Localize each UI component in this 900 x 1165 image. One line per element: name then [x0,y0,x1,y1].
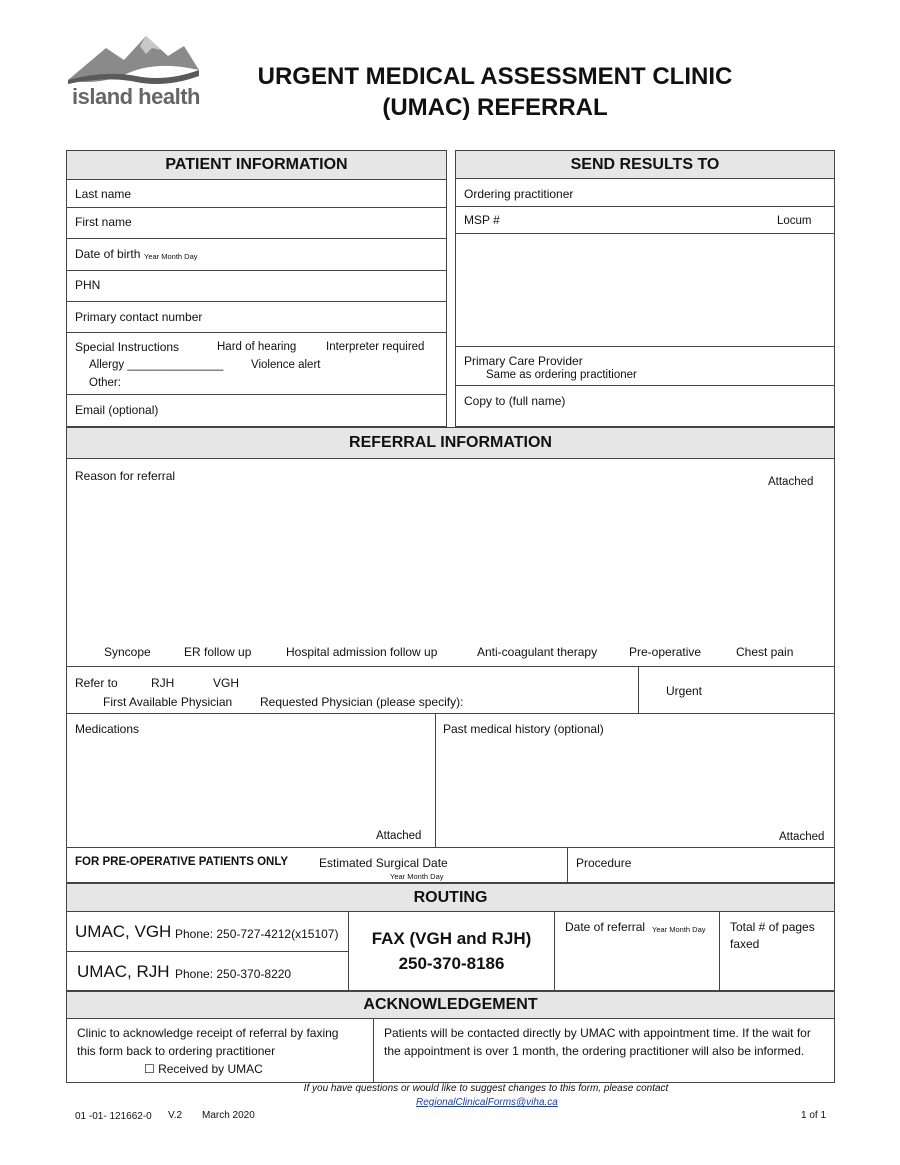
referral-information-heading: REFERRAL INFORMATION [67,428,834,458]
umac-vgh-phone: Phone: 250-727-4212(x15107) [175,927,339,941]
form-number: 01 -01- 121662-0 [75,1111,152,1122]
ack-left-line2: this form back to ordering practitioner [77,1044,276,1058]
page-title-line2: (UMAC) REFERRAL [382,94,608,121]
option-pre-operative-checkbox[interactable]: Pre-operative [629,645,702,659]
primary-contact-field[interactable]: Primary contact number [75,310,203,324]
total-pages-label-1: Total # of pages [730,920,815,934]
send-results-heading: SEND RESULTS TO [456,151,834,178]
email-field[interactable]: Email (optional) [75,403,159,417]
option-syncope-checkbox[interactable]: Syncope [104,645,151,659]
form-version: V.2 [168,1110,183,1121]
date-of-referral-field[interactable]: Date of referral [565,920,646,934]
reason-for-referral-field[interactable]: Reason for referral [75,469,176,483]
reason-attached-checkbox[interactable]: Attached [768,476,814,488]
history-attached-checkbox[interactable]: Attached [779,831,825,843]
past-history-field[interactable]: Past medical history (optional) [443,722,604,736]
hard-of-hearing-checkbox[interactable]: Hard of hearing [217,341,297,353]
special-instructions-label: Special Instructions [75,340,180,354]
date-of-referral-hint: Year Month Day [652,925,706,934]
ack-right-line2: the appointment is over 1 month, the ordering practitioner will also be informed. [384,1044,805,1058]
page-title-line1: URGENT MEDICAL ASSESSMENT CLINIC [257,63,733,90]
last-name-field[interactable]: Last name [75,187,132,201]
island-health-logo [66,30,201,112]
vgh-checkbox[interactable]: VGH [213,676,240,690]
refer-to-label: Refer to [75,676,118,690]
option-chest-pain-checkbox[interactable]: Chest pain [736,645,794,659]
mountain-logo-icon [66,30,201,90]
requested-physician-field[interactable]: Requested Physician (please specify): [260,695,464,709]
msp-field[interactable]: MSP # [464,213,500,227]
fax-label: FAX (VGH and RJH) [371,929,532,948]
first-name-field[interactable]: First name [75,215,132,229]
urgent-checkbox[interactable]: Urgent [666,684,703,698]
ack-left-line1: Clinic to acknowledge receipt of referral by faxing [77,1026,339,1040]
copy-to-field[interactable]: Copy to (full name) [464,394,566,408]
date-of-birth-hint: Year Month Day [144,252,198,261]
medications-field[interactable]: Medications [75,722,140,736]
primary-care-provider-field[interactable]: Primary Care Provider [464,354,583,368]
ordering-practitioner-field[interactable]: Ordering practitioner [464,187,574,201]
form-date: March 2020 [202,1110,255,1121]
referral-information-section [66,427,835,883]
routing-heading: ROUTING [67,884,834,911]
total-pages-label-2: faxed [730,937,760,951]
locum-checkbox[interactable]: Locum [777,215,812,227]
umac-vgh-name: UMAC, VGH [75,922,172,941]
received-by-umac-checkbox[interactable]: ☐ Received by UMAC [144,1062,263,1076]
logo-text: island health [72,84,200,109]
ack-right-line1: Patients will be contacted directly by UMAC with appointment time. If the wait for [384,1026,811,1040]
footer-email-link[interactable]: RegionalClinicalForms@viha.ca [416,1097,558,1108]
date-of-birth-field[interactable]: Date of birth [75,247,141,261]
option-anticoagulant-checkbox[interactable]: Anti-coagulant therapy [477,645,598,659]
other-field[interactable]: Other: [89,377,121,389]
medications-attached-checkbox[interactable]: Attached [376,830,422,842]
first-available-checkbox[interactable]: First Available Physician [103,695,233,709]
rjh-checkbox[interactable]: RJH [151,676,175,690]
phn-field[interactable]: PHN [75,278,101,292]
footer-question: If you have questions or would like to suggest changes to this form, please contact [303,1083,669,1094]
page-number: 1 of 1 [801,1110,827,1121]
fax-number: 250-370-8186 [398,954,505,973]
allergy-field[interactable]: Allergy _______________ [89,359,224,371]
umac-rjh-name: UMAC, RJH [77,962,170,981]
umac-rjh-phone: Phone: 250-370-8220 [175,967,292,981]
same-as-ordering-checkbox[interactable]: Same as ordering practitioner [486,369,637,381]
checkbox-icon[interactable]: ☐ [144,1062,159,1076]
violence-alert-checkbox[interactable]: Violence alert [251,359,321,371]
interpreter-required-checkbox[interactable]: Interpreter required [326,341,425,353]
patient-information-heading: PATIENT INFORMATION [67,151,446,179]
estimated-surgical-date-field[interactable]: Estimated Surgical Date [319,856,448,870]
estimated-date-hint: Year Month Day [390,872,444,881]
preop-only-label: FOR PRE-OPERATIVE PATIENTS ONLY [75,856,288,868]
acknowledgement-heading: ACKNOWLEDGEMENT [67,992,834,1018]
procedure-field[interactable]: Procedure [576,856,632,870]
option-hospital-admission-checkbox[interactable]: Hospital admission follow up [286,645,438,659]
option-er-follow-up-checkbox[interactable]: ER follow up [184,645,252,659]
